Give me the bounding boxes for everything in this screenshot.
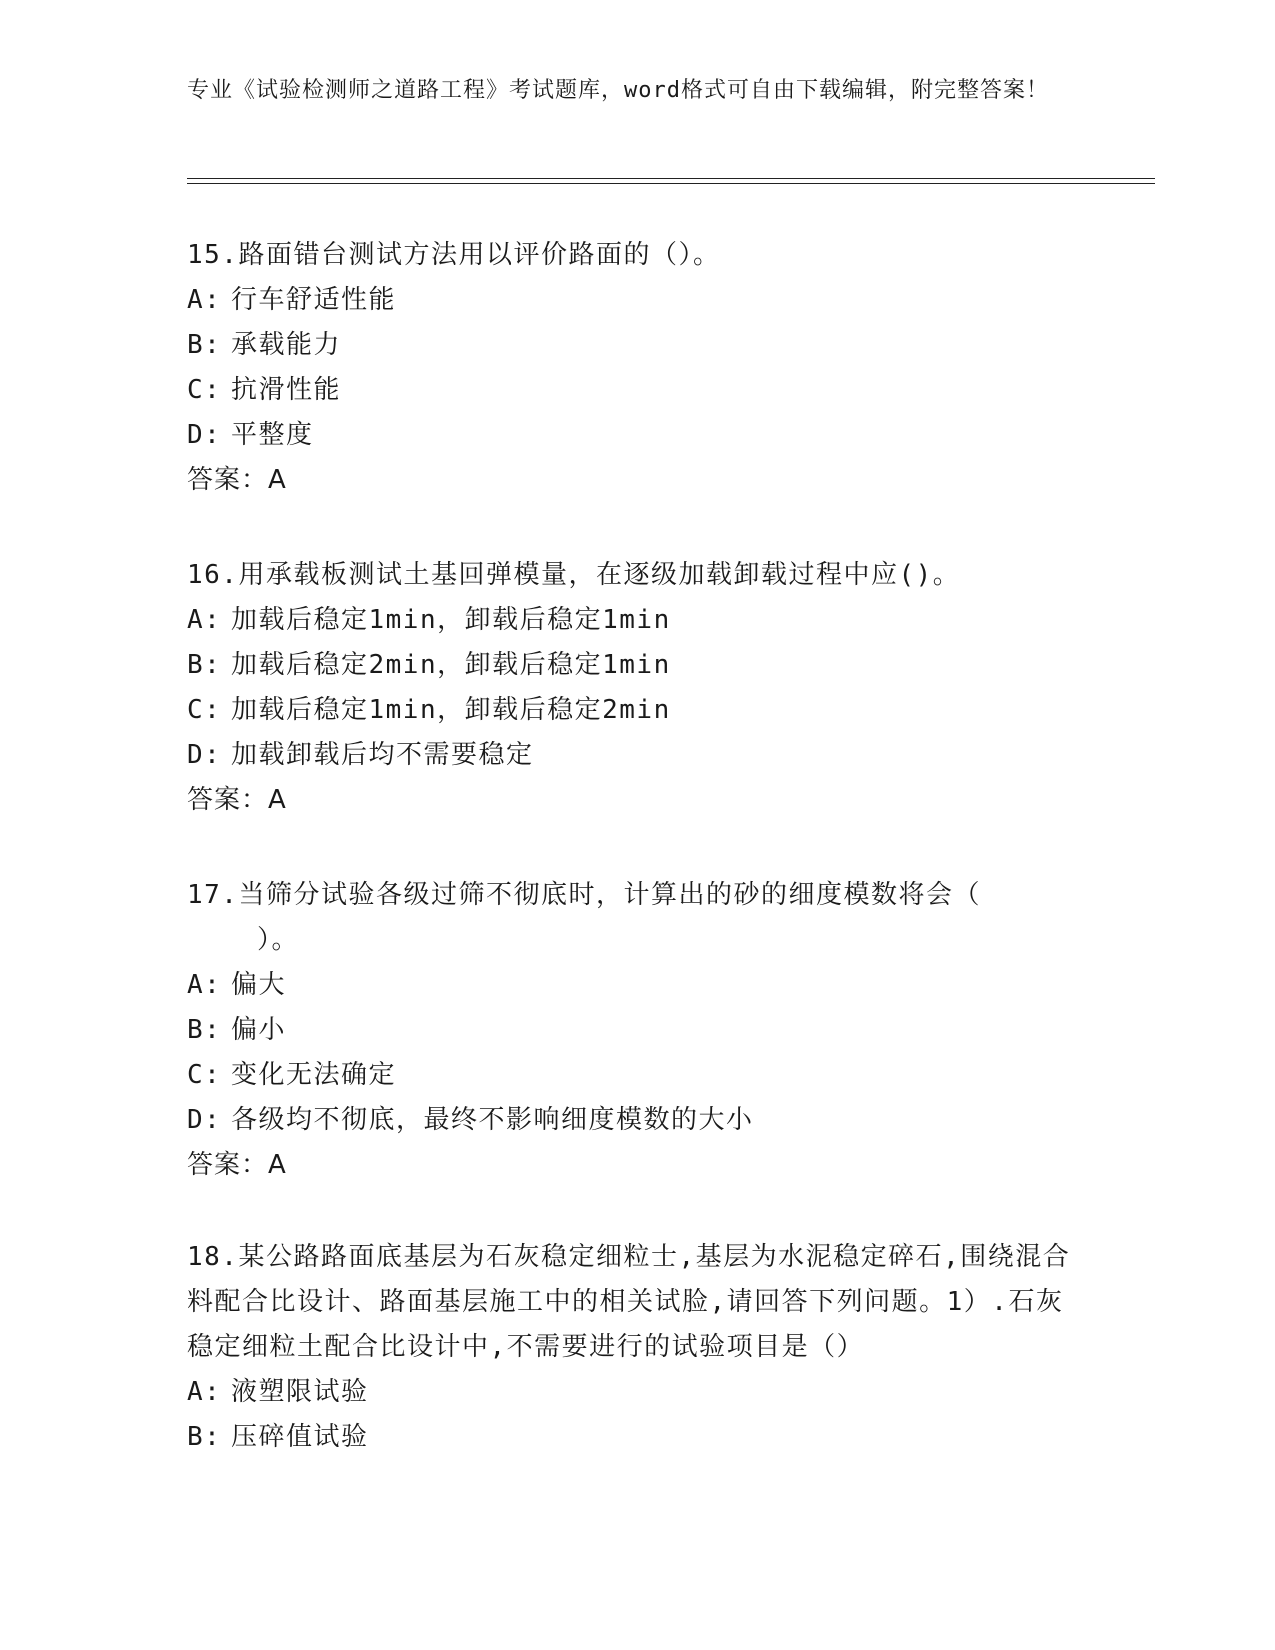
header-divider-top: [187, 178, 1155, 179]
question-15: [187, 233, 1087, 503]
option-c: C: 抗滑性能: [187, 375, 342, 405]
option-a: A: 行车舒适性能: [187, 285, 397, 315]
answer-line: 答案：A: [187, 785, 287, 815]
question-stem: 18.某公路路面底基层为石灰稳定细粒士,基层为水泥稳定碎石,围绕混合料配合比设计、路面基层施工中的相关试脸,请回答下列问题。1）.石灰稳定细粒土配合比设计中,不需要进行的试验项目是（）: [187, 1242, 1071, 1362]
option-a: A: 加载后稳定1min，卸载后稳定1min: [187, 605, 671, 635]
option-c: C: 变化无法确定: [187, 1060, 397, 1090]
option-d: D: 加载卸载后均不需要稳定: [187, 740, 534, 770]
answer-line: 答案：A: [187, 465, 287, 495]
question-stem: 16.用承载板测试土基回弹模量，在逐级加载卸载过程中应()。: [187, 560, 961, 590]
option-d: D: 各级均不彻底，最终不影响细度模数的大小: [187, 1105, 754, 1135]
question-stem: 17.当筛分试验各级过筛不彻底时，计算出的砂的细度模数将会（ ）。: [187, 873, 1087, 963]
option-d: D: 平整度: [187, 420, 314, 450]
answer-line: 答案：A: [187, 1150, 287, 1180]
header-divider-bottom: [187, 183, 1155, 184]
question-stem: 15.路面错台测试方法用以评价路面的（）。: [187, 240, 721, 270]
question-stem-continuation: ）。: [257, 925, 300, 955]
document-header: 专业《试验检测师之道路工程》考试题库，word格式可自由下载编辑，附完整答案！: [187, 78, 1049, 103]
option-c: C: 加载后稳定1min，卸载后稳定2min: [187, 695, 671, 725]
option-b: B: 偏小: [187, 1015, 287, 1045]
question-16: [187, 553, 1087, 823]
option-a: A: 偏大: [187, 970, 287, 1000]
option-b: B: 承载能力: [187, 330, 342, 360]
option-a: A: 液塑限试验: [187, 1377, 369, 1407]
question-17: [187, 873, 1087, 1188]
option-b: B: 加载后稳定2min，卸载后稳定1min: [187, 650, 671, 680]
question-18: [187, 1235, 1087, 1460]
option-b: B: 压碎值试验: [187, 1422, 369, 1452]
